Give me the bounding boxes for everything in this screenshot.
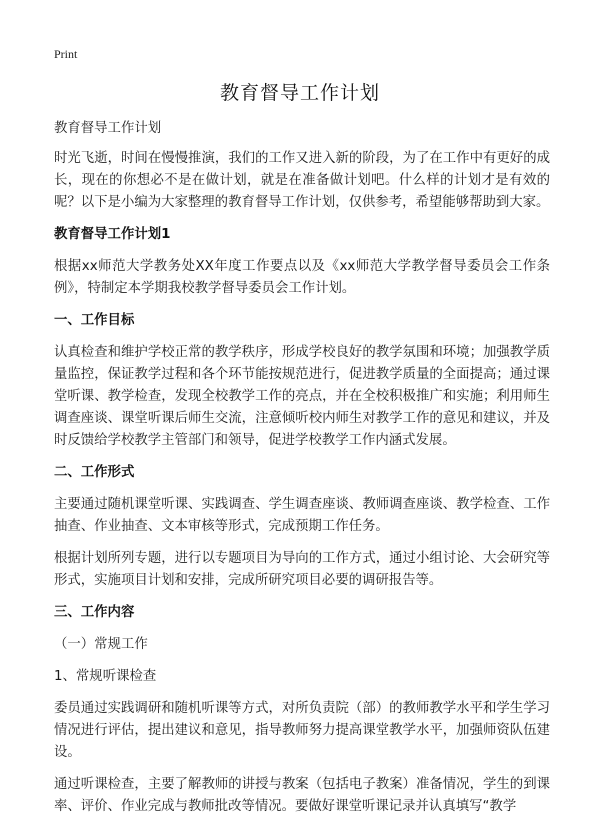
goals-paragraph: 认真检查和维护学校正常的教学秩序，形成学校良好的教学氛围和环境；加强教学质量监控，保证教学过程和各个环节能按规范进行，促进教学质量的全面提高；通过课堂听课、教学检查，发现全校教学工作的亮点，并在全校积极推广和实施；利用师生调查座谈、课堂听课后师生交流，注意倾听校内师生对教学工作的意见和建议，并及时反馈给学校教学主管部门和领导，促进学校教学工作内涵式发展。 (54, 345, 550, 448)
document-subtitle: 教育督导工作计划 (54, 121, 162, 136)
intro-paragraph: 时光飞逝，时间在慢慢推演，我们的工作又进入新的阶段，为了在工作中有更好的成长，现在的你想必不是在做计划，就是在准备做计划吧。什么样的计划才是有效的呢？以下是小编为大家整理的教育督导工作计划，仅供参考，希望能够帮助到大家。 (54, 151, 550, 210)
print-link[interactable]: Print (54, 47, 78, 61)
page-title: 教育督导工作计划 (219, 82, 380, 104)
routine-paragraph-1: 委员通过实践调研和随机听课等方式，对所负责院（部）的教师教学水平和学生学习情况进行评估，提出建议和意见，指导教师努力提高课堂教学水平，加强师资队伍建设。 (54, 701, 550, 760)
section-heading-forms: 二、工作形式 (54, 465, 135, 480)
document-body (54, 118, 550, 818)
routine-paragraph-2: 通过听课检查，主要了解教师的讲授与教案（包括电子教案）准备情况，学生的到课率、评价、作业完成与教师批改等情况。要做好课堂听课记录并认真填写“教学 (54, 777, 550, 814)
section-heading-plan-1: 教育督导工作计划1 (54, 227, 171, 242)
forms-paragraph-1: 主要通过随机课堂听课、实践调查、学生调查座谈、教师调查座谈、教学检查、工作抽查、作业抽查、文本审核等形式，完成预期工作任务。 (54, 497, 550, 534)
routine-item-heading: 1、常规听课检查 (54, 669, 157, 684)
section-heading-content: 三、工作内容 (54, 605, 135, 620)
subsection-heading-routine: （一）常规工作 (54, 637, 148, 652)
forms-paragraph-2: 根据计划所列专题，进行以专题项目为导向的工作方式，通过小组讨论、大会研究等形式，实施项目计划和安排，完成所研究项目必要的调研报告等。 (54, 551, 550, 588)
section-heading-goals: 一、工作目标 (54, 313, 135, 328)
plan-1-intro-paragraph: 根据xx师范大学教务处XX年度工作要点以及《xx师范大学教学督导委员会工作条例》，特制定本学期我校教学督导委员会工作计划。 (54, 259, 550, 296)
